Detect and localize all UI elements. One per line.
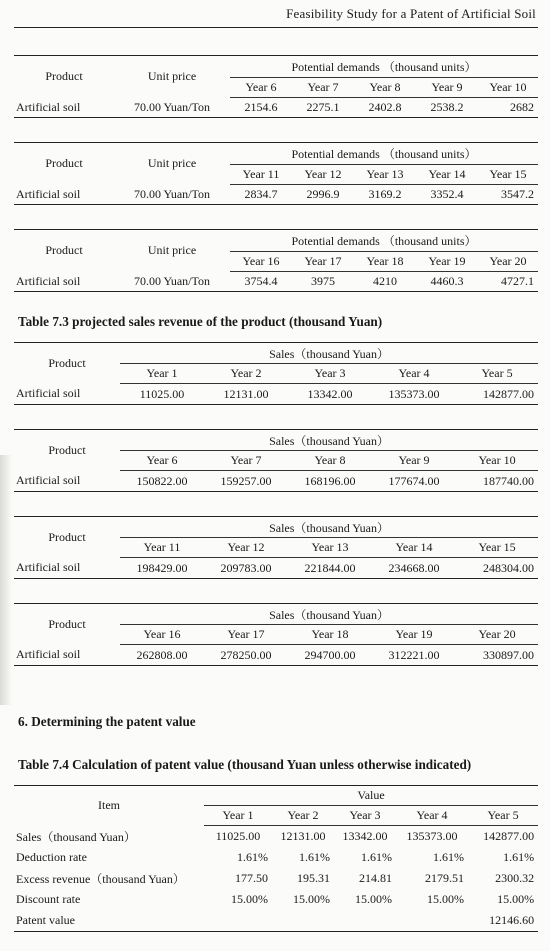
year-header: Year 3 [334,806,396,826]
value-cell: 2154.6 [230,98,292,118]
year-header: Year 4 [396,806,468,826]
product-cell: Artificial soil [14,558,120,579]
value-cell: 11025.00 [120,384,204,405]
value-cell: 12131.00 [280,828,326,843]
table-row [14,826,538,847]
value-cell: 2300.32 [495,870,535,885]
value-cell: 1.61% [361,849,392,864]
value-cell [204,910,272,932]
row-label: Sales（thousand Yuan） [16,829,136,844]
product-cell: Artificial soil [14,98,114,118]
value-cell: 294700.00 [288,645,372,666]
patent-value-table [14,785,538,932]
product-cell: Artificial soil [14,471,120,492]
year-header: Year 16 [120,625,204,645]
year-header: Year 9 [416,78,478,98]
price-cell: 70.00 Yuan/Ton [114,185,230,205]
year-header: Year 4 [372,364,456,384]
year-header: Year 2 [204,364,288,384]
year-header: Year 17 [204,625,288,645]
product-header: Product [14,230,114,272]
demand-group-header: Potential demands （thousand units） [230,230,538,252]
value-cell: 2275.1 [292,98,354,118]
year-header: Year 6 [230,78,292,98]
year-header: Year 18 [288,625,372,645]
product-cell: Artificial soil [14,272,114,292]
value-cell: 262808.00 [120,645,204,666]
value-cell: 159257.00 [204,471,288,492]
table-row [14,868,538,889]
year-header: Year 14 [416,165,478,185]
price-cell: 70.00 Yuan/Ton [114,98,230,118]
value-cell: 209783.00 [204,558,288,579]
value-cell: 15.00% [231,891,268,906]
year-header: Year 15 [456,538,538,558]
value-cell: 195.31 [297,870,330,885]
year-header: Year 19 [416,252,478,272]
table-row [14,889,538,910]
value-cell: 15.00% [497,891,535,906]
row-label: Patent value [14,910,204,932]
row-label: Excess revenue（thousand Yuan） [16,871,185,886]
value-cell: 168196.00 [288,471,372,492]
section-heading: 6. Determining the patent value [18,714,196,729]
value-cell: 142877.00 [483,828,535,843]
year-header: Year 8 [354,78,416,98]
value-cell: 12131.00 [204,384,288,405]
year-header: Year 16 [230,252,292,272]
year-header: Year 5 [468,806,538,826]
product-cell: Artificial soil [14,185,114,205]
value-cell: 1.61% [503,849,535,864]
value-cell: 4210 [354,272,416,292]
value-cell: 177.50 [235,870,268,885]
value-cell: 278250.00 [204,645,288,666]
scan-shadow [0,455,12,705]
value-cell: 248304.00 [456,558,538,579]
product-header: Product [14,517,120,558]
product-header: Product [14,343,120,384]
value-cell: 15.00% [427,891,464,906]
sales-group-header: Sales（thousand Yuan） [120,604,538,625]
sales-table-block-4 [14,603,538,666]
demand-group-header: Potential demands （thousand units） [230,143,538,165]
row-label: Discount rate [16,891,81,906]
header-rule [14,27,538,28]
demand-table-2 [14,142,538,205]
value-cell: 15.00% [355,891,392,906]
year-header: Year 20 [456,625,538,645]
product-cell: Artificial soil [14,645,120,666]
value-cell: 135373.00 [406,828,458,843]
year-header: Year 3 [288,364,372,384]
product-header: Product [14,143,114,185]
year-header: Year 12 [204,538,288,558]
value-cell: 1.61% [299,849,330,864]
value-cell: 2402.8 [354,98,416,118]
value-cell: 2996.9 [292,185,354,205]
demand-table-1 [14,55,538,118]
year-header: Year 17 [292,252,354,272]
unit-price-header: Unit price [114,56,230,98]
sales-group-header: Sales（thousand Yuan） [120,343,538,364]
year-header: Year 11 [230,165,292,185]
value-cell: 2834.7 [230,185,292,205]
year-header: Year 12 [292,165,354,185]
sales-table-block-1 [14,342,538,405]
value-cell: 135373.00 [372,384,456,405]
product-header: Product [14,430,120,471]
value-cell [396,910,468,932]
item-header: Item [14,786,204,826]
year-header: Year 10 [478,78,538,98]
product-header: Product [14,56,114,98]
year-header: Year 8 [288,451,372,471]
value-cell: 3975 [292,272,354,292]
year-header: Year 1 [120,364,204,384]
year-header: Year 2 [272,806,334,826]
value-cell: 15.00% [293,891,330,906]
sales-table-block-2 [14,429,538,492]
value-cell: 1.61% [433,849,464,864]
value-cell: 11025.00 [215,828,261,843]
value-cell: 13342.00 [342,828,388,843]
year-header: Year 1 [204,806,272,826]
value-cell [272,910,334,932]
value-cell: 187740.00 [456,471,538,492]
year-header: Year 15 [478,165,538,185]
sales-table-block-3 [14,516,538,579]
value-cell: 2179.51 [425,870,464,885]
value-cell: 3547.2 [478,185,538,205]
year-header: Year 9 [372,451,456,471]
value-cell: 4460.3 [416,272,478,292]
value-cell: 234668.00 [372,558,456,579]
value-cell: 13342.00 [288,384,372,405]
value-cell: 312221.00 [372,645,456,666]
table-row [14,847,538,868]
value-cell: 4727.1 [478,272,538,292]
demand-group-header: Potential demands （thousand units） [230,56,538,78]
year-header: Year 7 [204,451,288,471]
table-7-4-caption: Table 7.4 Calculation of patent value (thousand Yuan unless otherwise indicated) [18,757,472,772]
year-header: Year 14 [372,538,456,558]
sales-group-header: Sales（thousand Yuan） [120,517,538,538]
value-cell: 150822.00 [120,471,204,492]
year-header: Year 7 [292,78,354,98]
table-7-3-caption: Table 7.3 projected sales revenue of the product (thousand Yuan) [18,314,383,329]
table-row [14,910,538,932]
value-group-header: Value [204,786,538,806]
product-header: Product [14,604,120,645]
price-cell: 70.00 Yuan/Ton [114,272,230,292]
demand-table-3 [14,229,538,292]
unit-price-header: Unit price [114,143,230,185]
value-cell [334,910,396,932]
value-cell: 3352.4 [416,185,478,205]
year-header: Year 6 [120,451,204,471]
value-cell: 1.61% [237,849,268,864]
value-cell: 2682 [478,98,538,118]
year-header: Year 20 [478,252,538,272]
value-cell: 177674.00 [372,471,456,492]
row-label: Deduction rate [16,849,87,864]
year-header: Year 18 [354,252,416,272]
year-header: Year 10 [456,451,538,471]
value-cell: 330897.00 [456,645,538,666]
value-cell: 198429.00 [120,558,204,579]
value-cell: 3754.4 [230,272,292,292]
value-cell: 12146.60 [468,910,538,932]
product-cell: Artificial soil [14,384,120,405]
value-cell: 3169.2 [354,185,416,205]
year-header: Year 13 [354,165,416,185]
value-cell: 214.81 [359,870,392,885]
unit-price-header: Unit price [114,230,230,272]
sales-group-header: Sales（thousand Yuan） [120,430,538,451]
year-header: Year 5 [456,364,538,384]
year-header: Year 13 [288,538,372,558]
running-header: Feasibility Study for a Patent of Artificial Soil [286,6,536,21]
year-header: Year 11 [120,538,204,558]
value-cell: 142877.00 [456,384,538,405]
year-header: Year 19 [372,625,456,645]
value-cell: 221844.00 [288,558,372,579]
value-cell: 2538.2 [416,98,478,118]
